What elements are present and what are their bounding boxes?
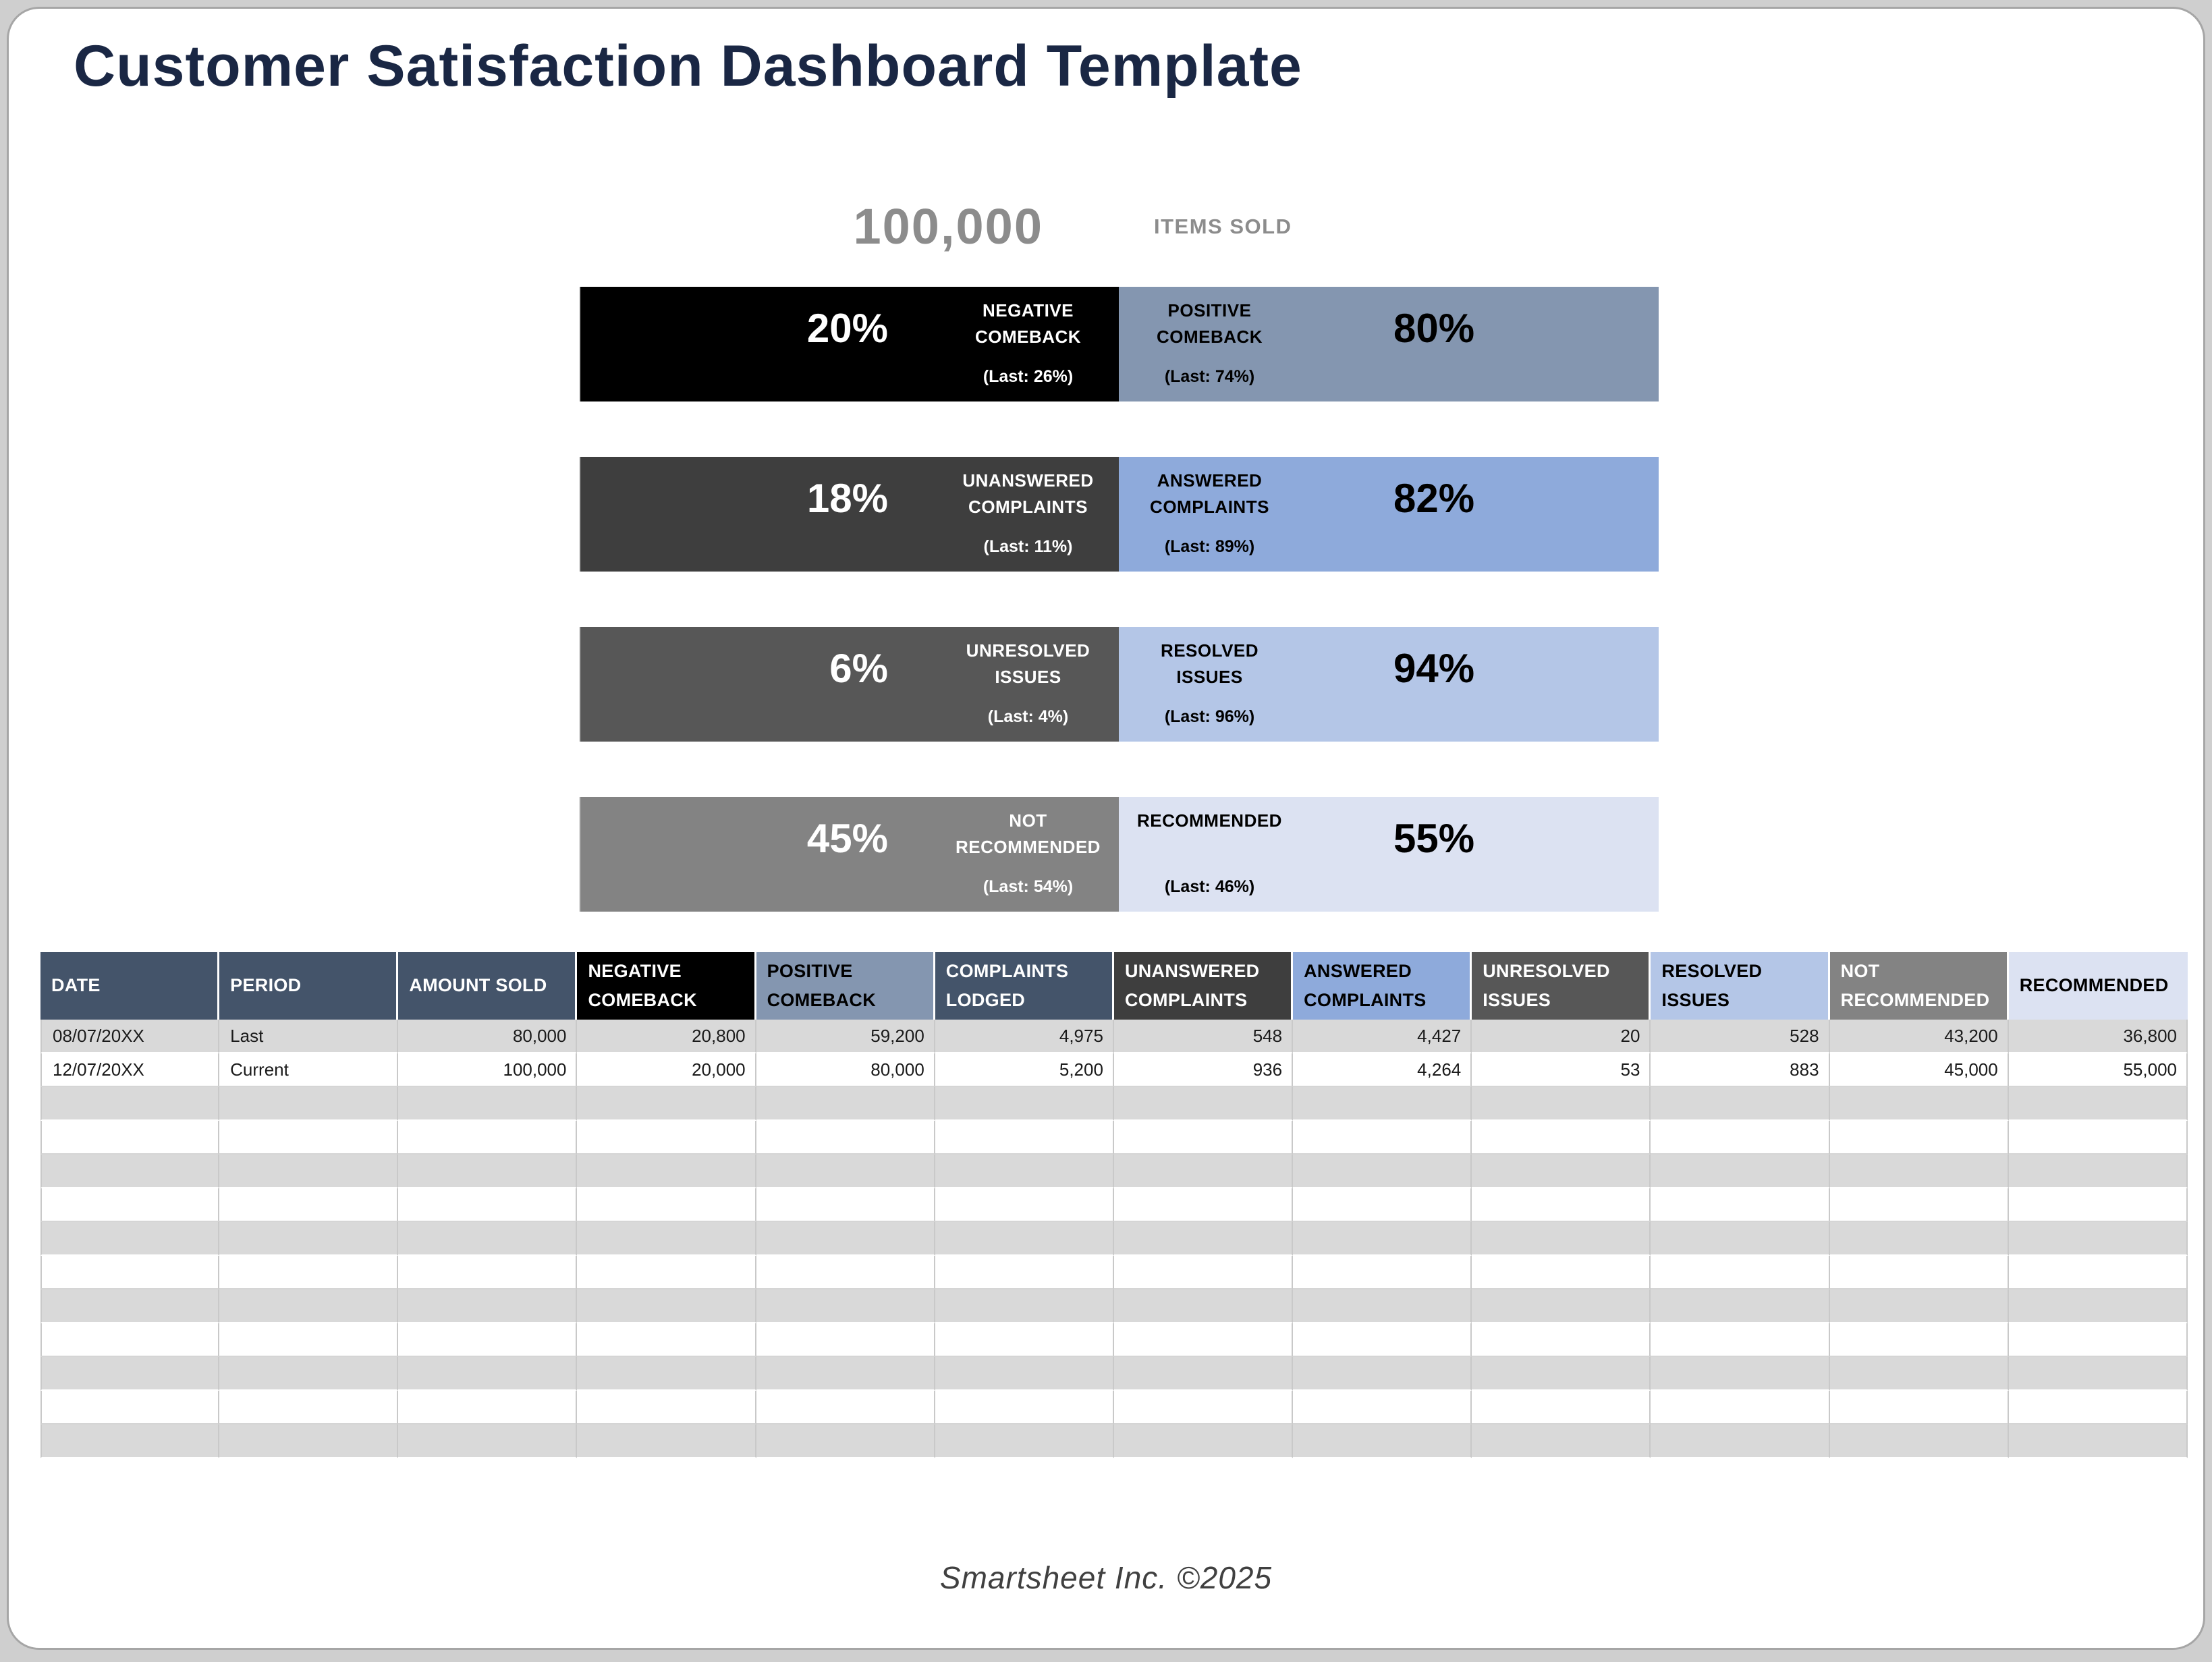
column-header-amount-sold[interactable]: AMOUNT SOLD (398, 952, 577, 1020)
empty-cell[interactable] (756, 1188, 935, 1222)
empty-table-row (40, 1087, 2188, 1121)
table-cell[interactable]: 59,200 (756, 1020, 935, 1053)
empty-cell[interactable] (219, 1121, 398, 1155)
empty-cell[interactable] (935, 1323, 1114, 1357)
kpi-bar-not-recommended (579, 797, 1119, 912)
kpi-label: ANSWERED COMPLAINTS (1150, 470, 1269, 517)
empty-cell[interactable] (40, 1121, 219, 1155)
empty-cell[interactable] (40, 1222, 219, 1256)
empty-cell[interactable] (935, 1357, 1114, 1391)
table-cell[interactable]: Current (219, 1053, 398, 1087)
empty-cell[interactable] (935, 1121, 1114, 1155)
empty-cell[interactable] (756, 1323, 935, 1357)
empty-cell[interactable] (577, 1155, 756, 1188)
empty-cell[interactable] (398, 1290, 577, 1323)
empty-cell[interactable] (1830, 1391, 2009, 1424)
kpi-bar-row (579, 287, 1659, 401)
empty-cell[interactable] (756, 1256, 935, 1290)
empty-cell[interactable] (1293, 1424, 1472, 1458)
kpi-bar-row (579, 457, 1659, 572)
empty-cell[interactable] (577, 1424, 756, 1458)
kpi-percent-value: 18% (806, 476, 888, 521)
empty-cell[interactable] (1472, 1155, 1651, 1188)
column-header-unanswered-complaints[interactable]: UNANSWERED COMPLAINTS (1114, 952, 1293, 1020)
table-cell[interactable]: 45,000 (1830, 1053, 2009, 1087)
empty-cell[interactable] (219, 1323, 398, 1357)
empty-cell[interactable] (1830, 1222, 2009, 1256)
items-sold-summary (579, 198, 1659, 255)
column-header-positive-comeback[interactable]: POSITIVE COMEBACK (756, 952, 935, 1020)
kpi-last-period-value: (Last: 74%) (1164, 367, 1255, 386)
empty-cell[interactable] (219, 1155, 398, 1188)
empty-cell[interactable] (40, 1155, 219, 1188)
items-sold-value: 100,000 (853, 198, 1043, 254)
empty-cell[interactable] (935, 1155, 1114, 1188)
empty-cell[interactable] (1114, 1155, 1293, 1188)
kpi-last-period-value: (Last: 96%) (1164, 707, 1255, 726)
kpi-percent-value: 20% (806, 306, 888, 351)
table-cell[interactable]: 20 (1472, 1020, 1651, 1053)
empty-cell[interactable] (935, 1188, 1114, 1222)
empty-cell[interactable] (2009, 1188, 2188, 1222)
empty-cell[interactable] (1651, 1424, 1829, 1458)
table-cell[interactable]: 548 (1114, 1020, 1293, 1053)
empty-cell[interactable] (1830, 1290, 2009, 1323)
empty-cell[interactable] (1293, 1222, 1472, 1256)
table-cell[interactable]: Last (219, 1020, 398, 1053)
empty-cell[interactable] (577, 1323, 756, 1357)
empty-cell[interactable] (40, 1424, 219, 1458)
column-header-date[interactable]: DATE (40, 952, 219, 1020)
kpi-percent-value: 55% (1393, 816, 1475, 861)
empty-cell[interactable] (1651, 1087, 1829, 1121)
kpi-bar-unresolved-issues (579, 627, 1119, 742)
kpi-bar-row (579, 627, 1659, 742)
empty-cell[interactable] (1114, 1391, 1293, 1424)
column-header-unresolved-issues[interactable]: UNRESOLVED ISSUES (1472, 952, 1651, 1020)
empty-cell[interactable] (935, 1424, 1114, 1458)
empty-cell[interactable] (398, 1391, 577, 1424)
empty-cell[interactable] (1830, 1121, 2009, 1155)
empty-cell[interactable] (219, 1357, 398, 1391)
column-header-negative-comeback[interactable]: NEGATIVE COMEBACK (577, 952, 756, 1020)
empty-cell[interactable] (1830, 1256, 2009, 1290)
page-title: Customer Satisfaction Dashboard Template (74, 34, 1302, 99)
empty-cell[interactable] (935, 1256, 1114, 1290)
kpi-percent-value: 45% (806, 816, 888, 861)
kpi-last-period-value: (Last: 11%) (983, 537, 1073, 556)
empty-cell[interactable] (577, 1357, 756, 1391)
dashboard-card (7, 7, 2205, 1650)
empty-cell[interactable] (1293, 1155, 1472, 1188)
empty-cell[interactable] (1651, 1155, 1829, 1188)
empty-table-row (40, 1222, 2188, 1256)
empty-cell[interactable] (756, 1087, 935, 1121)
empty-cell[interactable] (1114, 1087, 1293, 1121)
empty-cell[interactable] (1830, 1188, 2009, 1222)
empty-cell[interactable] (2009, 1357, 2188, 1391)
empty-cell[interactable] (219, 1424, 398, 1458)
empty-cell[interactable] (1830, 1424, 2009, 1458)
empty-cell[interactable] (1651, 1121, 1829, 1155)
empty-cell[interactable] (1293, 1121, 1472, 1155)
column-header-not-recommended[interactable]: NOT RECOMMENDED (1830, 952, 2009, 1020)
kpi-bar-positive-comeback (1119, 287, 1659, 401)
empty-cell[interactable] (577, 1290, 756, 1323)
table-row (40, 1020, 2188, 1053)
column-header-recommended[interactable]: RECOMMENDED (2009, 952, 2188, 1020)
empty-cell[interactable] (1651, 1391, 1829, 1424)
empty-cell[interactable] (1472, 1357, 1651, 1391)
table-cell[interactable]: 80,000 (756, 1053, 935, 1087)
empty-cell[interactable] (40, 1087, 219, 1121)
empty-cell[interactable] (1114, 1424, 1293, 1458)
empty-cell[interactable] (577, 1222, 756, 1256)
kpi-label-column (952, 468, 1104, 561)
empty-cell[interactable] (1293, 1256, 1472, 1290)
empty-cell[interactable] (398, 1121, 577, 1155)
empty-table-row (40, 1121, 2188, 1155)
kpi-bar-row (579, 797, 1659, 912)
empty-cell[interactable] (577, 1391, 756, 1424)
kpi-label-column (1134, 298, 1285, 391)
empty-cell[interactable] (1830, 1087, 2009, 1121)
empty-cell[interactable] (935, 1391, 1114, 1424)
empty-cell[interactable] (756, 1424, 935, 1458)
empty-cell[interactable] (1114, 1188, 1293, 1222)
kpi-bar-answered-complaints (1119, 457, 1659, 572)
empty-cell[interactable] (40, 1323, 219, 1357)
empty-cell[interactable] (398, 1256, 577, 1290)
empty-cell[interactable] (40, 1188, 219, 1222)
kpi-bars (579, 287, 1659, 967)
empty-cell[interactable] (1472, 1290, 1651, 1323)
empty-cell[interactable] (1114, 1290, 1293, 1323)
empty-table-row (40, 1290, 2188, 1323)
empty-cell[interactable] (1114, 1323, 1293, 1357)
empty-cell[interactable] (2009, 1155, 2188, 1188)
kpi-label-column (952, 808, 1104, 901)
empty-cell[interactable] (577, 1087, 756, 1121)
kpi-last-period-value: (Last: 46%) (1164, 877, 1255, 896)
kpi-last-period-value: (Last: 26%) (983, 367, 1074, 386)
kpi-last-period-value: (Last: 89%) (1164, 537, 1255, 556)
empty-cell[interactable] (935, 1222, 1114, 1256)
table-cell[interactable]: 36,800 (2009, 1020, 2188, 1053)
items-sold-label: ITEMS SOLD (1154, 214, 1292, 238)
empty-cell[interactable] (1472, 1391, 1651, 1424)
empty-cell[interactable] (398, 1357, 577, 1391)
kpi-percent-value: 80% (1393, 306, 1475, 351)
empty-cell[interactable] (2009, 1222, 2188, 1256)
kpi-label: NEGATIVE COMEBACK (974, 300, 1082, 347)
empty-table-row (40, 1323, 2188, 1357)
empty-cell[interactable] (40, 1290, 219, 1323)
empty-cell[interactable] (1114, 1121, 1293, 1155)
empty-cell[interactable] (1293, 1323, 1472, 1357)
empty-cell[interactable] (1830, 1357, 2009, 1391)
empty-cell[interactable] (219, 1290, 398, 1323)
table-cell[interactable]: 4,264 (1293, 1053, 1472, 1087)
empty-cell[interactable] (756, 1222, 935, 1256)
table-header-row (40, 952, 2188, 1020)
column-header-complaints-lodged[interactable]: COMPLAINTS LODGED (935, 952, 1114, 1020)
table-cell[interactable]: 53 (1472, 1053, 1651, 1087)
empty-cell[interactable] (1114, 1256, 1293, 1290)
empty-table-row (40, 1155, 2188, 1188)
empty-cell[interactable] (2009, 1424, 2188, 1458)
kpi-last-period-value: (Last: 4%) (987, 707, 1069, 726)
empty-cell[interactable] (2009, 1290, 2188, 1323)
table-cell[interactable]: 20,800 (577, 1020, 756, 1053)
empty-cell[interactable] (219, 1222, 398, 1256)
empty-table-row (40, 1188, 2188, 1222)
empty-cell[interactable] (1651, 1188, 1829, 1222)
table-cell[interactable]: 4,975 (935, 1020, 1114, 1053)
kpi-label: NOT RECOMMENDED (956, 810, 1101, 857)
empty-table-row (40, 1357, 2188, 1391)
empty-cell[interactable] (398, 1087, 577, 1121)
table-cell[interactable]: 12/07/20XX (40, 1053, 219, 1087)
empty-cell[interactable] (219, 1391, 398, 1424)
empty-cell[interactable] (1293, 1290, 1472, 1323)
empty-cell[interactable] (2009, 1087, 2188, 1121)
empty-cell[interactable] (1114, 1222, 1293, 1256)
empty-cell[interactable] (577, 1121, 756, 1155)
empty-cell[interactable] (1293, 1391, 1472, 1424)
empty-cell[interactable] (756, 1121, 935, 1155)
kpi-label-column (1134, 468, 1285, 561)
empty-cell[interactable] (1651, 1256, 1829, 1290)
empty-cell[interactable] (756, 1290, 935, 1323)
column-header-period[interactable]: PERIOD (219, 952, 398, 1020)
empty-cell[interactable] (1651, 1222, 1829, 1256)
empty-cell[interactable] (1472, 1087, 1651, 1121)
empty-cell[interactable] (219, 1256, 398, 1290)
kpi-label-column (1134, 808, 1285, 901)
table-cell[interactable]: 55,000 (2009, 1053, 2188, 1087)
table-header (40, 952, 2188, 1020)
table-cell[interactable]: 528 (1651, 1020, 1829, 1053)
empty-cell[interactable] (1114, 1357, 1293, 1391)
table-cell[interactable]: 100,000 (398, 1053, 577, 1087)
kpi-percent-value: 6% (829, 646, 888, 691)
kpi-label: RECOMMENDED (1137, 810, 1282, 831)
kpi-label: POSITIVE COMEBACK (1156, 300, 1263, 347)
column-header-answered-complaints[interactable]: ANSWERED COMPLAINTS (1293, 952, 1472, 1020)
empty-cell[interactable] (1651, 1357, 1829, 1391)
table-cell[interactable]: 5,200 (935, 1053, 1114, 1087)
empty-cell[interactable] (2009, 1391, 2188, 1424)
satisfaction-table (40, 952, 2188, 1458)
empty-cell[interactable] (1830, 1155, 2009, 1188)
table-cell[interactable]: 20,000 (577, 1053, 756, 1087)
kpi-label-column (1134, 638, 1285, 731)
empty-cell[interactable] (1472, 1121, 1651, 1155)
empty-table-row (40, 1256, 2188, 1290)
empty-cell[interactable] (1293, 1188, 1472, 1222)
empty-cell[interactable] (1472, 1424, 1651, 1458)
empty-cell[interactable] (1472, 1323, 1651, 1357)
kpi-last-period-value: (Last: 54%) (983, 877, 1074, 896)
empty-cell[interactable] (398, 1323, 577, 1357)
table-cell[interactable]: 80,000 (398, 1020, 577, 1053)
column-header-resolved-issues[interactable]: RESOLVED ISSUES (1651, 952, 1829, 1020)
empty-cell[interactable] (398, 1188, 577, 1222)
kpi-percent-value: 82% (1393, 476, 1475, 521)
kpi-bar-unanswered-complaints (579, 457, 1119, 572)
table-body (40, 1020, 2188, 1458)
table-row (40, 1053, 2188, 1087)
empty-cell[interactable] (40, 1357, 219, 1391)
empty-cell[interactable] (398, 1424, 577, 1458)
empty-table-row (40, 1424, 2188, 1458)
kpi-label: RESOLVED ISSUES (1160, 640, 1259, 687)
empty-cell[interactable] (2009, 1323, 2188, 1357)
table-cell[interactable]: 883 (1651, 1053, 1829, 1087)
empty-cell[interactable] (577, 1188, 756, 1222)
empty-cell[interactable] (1472, 1256, 1651, 1290)
kpi-percent-value: 94% (1393, 646, 1475, 691)
footer-credit: Smartsheet Inc. ©2025 (939, 1560, 1273, 1595)
kpi-label-column (952, 638, 1104, 731)
kpi-bar-recommended (1119, 797, 1659, 912)
empty-cell[interactable] (1293, 1357, 1472, 1391)
empty-cell[interactable] (935, 1087, 1114, 1121)
kpi-bar-resolved-issues (1119, 627, 1659, 742)
kpi-bar-negative-comeback (579, 287, 1119, 401)
empty-cell[interactable] (2009, 1121, 2188, 1155)
empty-cell[interactable] (398, 1155, 577, 1188)
empty-cell[interactable] (219, 1188, 398, 1222)
table-cell[interactable]: 936 (1114, 1053, 1293, 1087)
kpi-label-column (952, 298, 1104, 391)
kpi-label: UNRESOLVED ISSUES (966, 640, 1090, 687)
empty-cell[interactable] (2009, 1256, 2188, 1290)
empty-cell[interactable] (40, 1391, 219, 1424)
empty-cell[interactable] (756, 1155, 935, 1188)
empty-cell[interactable] (398, 1222, 577, 1256)
table-cell[interactable]: 08/07/20XX (40, 1020, 219, 1053)
empty-cell[interactable] (1651, 1290, 1829, 1323)
empty-cell[interactable] (577, 1256, 756, 1290)
table-cell[interactable]: 43,200 (1830, 1020, 2009, 1053)
empty-cell[interactable] (756, 1357, 935, 1391)
empty-cell[interactable] (1472, 1188, 1651, 1222)
empty-cell[interactable] (1472, 1222, 1651, 1256)
empty-cell[interactable] (1293, 1087, 1472, 1121)
empty-cell[interactable] (935, 1290, 1114, 1323)
kpi-label: UNANSWERED COMPLAINTS (962, 470, 1094, 517)
empty-cell[interactable] (40, 1256, 219, 1290)
empty-cell[interactable] (756, 1391, 935, 1424)
empty-cell[interactable] (219, 1087, 398, 1121)
table-cell[interactable]: 4,427 (1293, 1020, 1472, 1053)
empty-cell[interactable] (1830, 1323, 2009, 1357)
empty-table-row (40, 1391, 2188, 1424)
empty-cell[interactable] (1651, 1323, 1829, 1357)
